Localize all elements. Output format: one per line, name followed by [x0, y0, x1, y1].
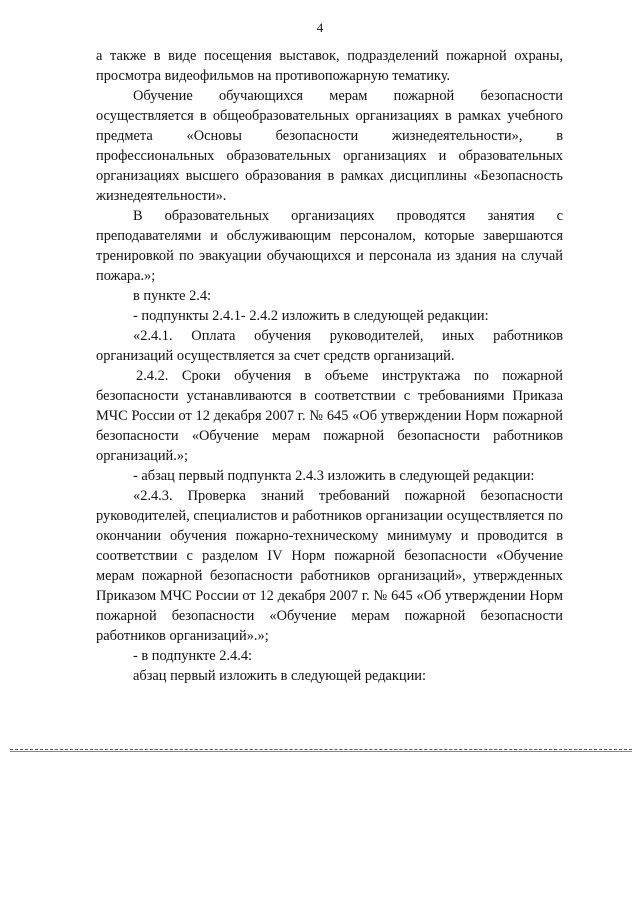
paragraph-2: Обучение обучающихся мерам пожарной безопасности осуществляется в общеобразовательных организациях в рамках учебного предмета «Основы безопасности жизнедеятельности», в профессиональных образовательных организациях и образовательных организациях высшего образования в рамках дисциплины «Безопасность жизнедеятельности». [96, 88, 563, 204]
paragraph-5: - подпункты 2.4.1- 2.4.2 изложить в следующей редакции: [133, 308, 489, 324]
paragraph-11: абзац первый изложить в следующей редакции: [133, 668, 427, 684]
paragraph-9: «2.4.3. Проверка знаний требований пожарной безопасности руководителей, специалистов и работников организации осуществляется по окончании обучения пожарно-техническому минимуму и проводится в соответствии с разделом IV Норм пожарной безопасности «Обучение мерам пожарной безопасности работников организаций», утвержденных Приказом МЧС России от 12 декабря 2007 г. № 645 «Об утверждении Норм пожарной безопасности «Обучение мерам пожарной безопасности работников организаций».»; [96, 488, 563, 644]
paragraph-8: - абзац первый подпункта 2.4.3 изложить в следующей редакции: [133, 468, 535, 484]
page-number: 4 [316, 20, 324, 35]
paragraph-10: - в подпункте 2.4.4: [133, 648, 253, 664]
page-bottom-rule-secondary [10, 751, 632, 752]
paragraph-3: В образовательных организациях проводятся занятия с преподавателями и обслуживающим персоналом, которые завершаются тренировкой по эвакуации обучающихся и персонала из здания на случай пожара.»; [96, 208, 563, 284]
paragraph-1: а также в виде посещения выставок, подразделений пожарной охраны, просмотра видеофильмов на противопожарную тематику. [96, 48, 563, 84]
page-bottom-rule [10, 749, 632, 750]
document-body [96, 46, 563, 686]
paragraph-6: «2.4.1. Оплата обучения руководителей, иных работников организаций осуществляется за счет средств организаций. [96, 328, 563, 364]
paragraph-4: в пункте 2.4: [133, 288, 212, 304]
paragraph-7: 2.4.2. Сроки обучения в объеме инструктажа по пожарной безопасности устанавливаются в соответствии с требованиями Приказа МЧС России от 12 декабря 2007 г. № 645 «Об утверждении Норм пожарной безопасности «Обучение мерам пожарной безопасности работников организаций.»; [96, 368, 563, 464]
